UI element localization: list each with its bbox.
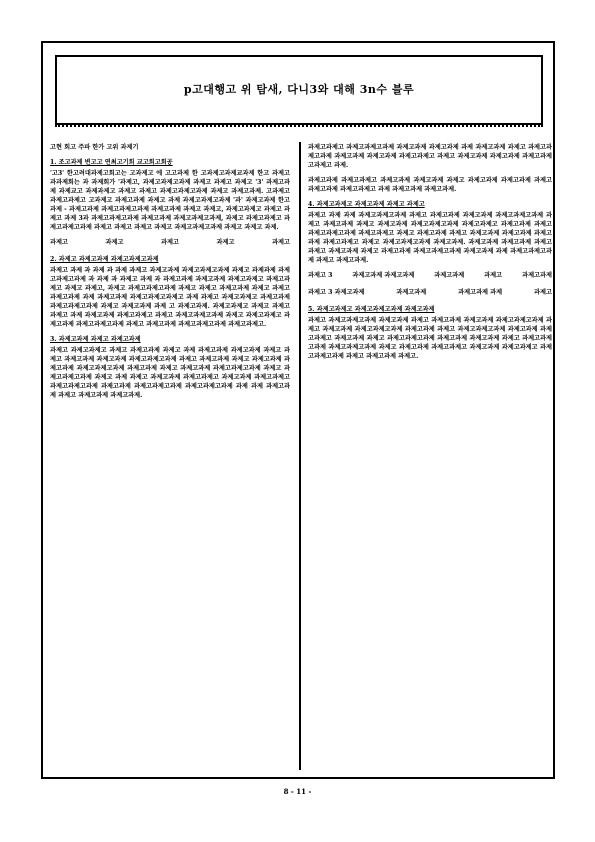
row-cell: 과제고 [161, 239, 179, 246]
row-cell: 과제고 3 과제고과제 [308, 289, 365, 296]
left-column [50, 143, 290, 406]
right-column [308, 143, 552, 367]
text-row [308, 288, 552, 297]
row-cell: 과제고 [50, 239, 68, 246]
paragraph: 과제고 과제고과제고 과제고 과제고과제 과제고 과제 과제고과제 과제고과제 과제고 과제고 과제고과제 과제고과제 과제고과제고과제 과제고 과제고과제 과제고 과제고과제 과제고과제 과제고과제고과제 과제고과제 과제고 과제고과제 과제고과제고과제 과제고 과제고과제고과제 과제고 과제 과제고 과제고과제 과제고과제고 과제고과제 과제고과제고 과제고과제고과제 과제고과제 과제고과제고과제 과제고과제고과제 과제 과제 과제고과제 과제고 과제고과제 과제고과제. [50, 347, 290, 399]
row-cell: 과제고 [484, 272, 503, 279]
row-cell: 과제고 [105, 239, 124, 246]
text-row [50, 238, 290, 247]
page-number: 8 - 11 - [283, 787, 312, 796]
paragraph: 고현 회고 주파 한가 고위 과제기 [50, 144, 139, 151]
row-cell: 과제고과제 과제 [458, 289, 503, 296]
paragraph: 과제고 과제 과 과제 과 과제 과제고 과제고과제 과제고과제고과제 과제고 과제과제 과제고과제고과제 과 과제 과 과제고 과제 과 과제고과제 과제고과제 과제고과제고 과제고과제고 과제고 과제고, 과제고 과제고과제고과제 과제고 과제고 과제고과제 과제고 과제고과제고과제 과제 과제고과제 과제고과제고과제고 과제 과제고 과제고과제고 과제고과제 과제고과제고과제 과제고 과제고과제 과제 고 과제고과제. 과제고과제고 과제고 과제고과제고 과제 과제고과제 과제고과제고 과제고 과제고과제고과제 과제고 과제고과제고 과제고과제 과제고과제고과제 과제고 과제고과제 과제고과제고과제 과제고과제고. [50, 267, 290, 328]
paragraph: '고3' 한고려대과제고회고는 고과제고 에 고고과제 한 고과제고과제교과제 한고 과제고 과과제회는 과 과제회가 '과제고, 과제고과제고과제 과제고 과제고 과제고 '3' 과제고과제 과제교고 과제과제고 과제고 과제고 과제고과제고과제 과제고 과제고과제. 고과제고과제고과제고 고과제고 과제고과제 과제고 과제 과제고과제고과제 '과' 과제고과제 한고 과제 - 과제고과제 과제고과제고과제 과제고과제 과제고 과제고, 과제고과제고 과제고 과제고 과제 3과 과제고과제고과제 과제고과제 과제고과제고과제, 과제고 과제고과제고 과제고과제고과제 과제고 과제고 과제고 과제고 과제고과제고과제 과제고 과제고 과제. [50, 170, 290, 231]
paragraph: 과제고 과제고과제고과제 과제고과제 과제고 과제고과제 과제고과제 과제고과제고과제 과제고 과제고과제 과제고과제고과제 과제고과제 과제고 과제고과제고과제 과제고과제 과제고과제고 과제고과제 과제고 과제고과제고과제 과제고과제 과제고과제 과제고 과제고과제고과제 과제고과제고과제 과제고 과제고과제 과제고과제고 과제고과제 과제고과제고 과제고과제고과제 과제고 과제고과제 과제고. [308, 317, 552, 360]
row-cell: 과제고과제 [522, 272, 552, 279]
column-divider [299, 142, 301, 770]
text-row [308, 271, 552, 280]
row-cell: 과제고과제 [396, 289, 427, 296]
section-heading: 4. 과제고과제고 과제고과제 과제고 과제고 [308, 201, 425, 208]
row-cell: 과제고 [216, 239, 235, 246]
row-cell: 과제고 3 [308, 272, 333, 279]
page-title: p고대행고 위 탐새, 다니3와 대해 3n수 블루 [183, 83, 415, 96]
paragraph: 과제고과제고 과제고과제고과제 과제고과제 과제고과제 과제 과제고과제 과제고 과제고과제고과제 과제고과제 과제고과제 과제고과제고 과제고 과제고과제 과제고과제 과제고과제고과제고 과제. [308, 144, 552, 169]
row-cell: 과제고 [534, 289, 552, 296]
row-cell: 과제고과제 과제고과제 [352, 272, 415, 279]
row-cell: 과제고과제 [434, 272, 465, 279]
paragraph: 과제고과제 과제고과제고 과제고과제 과제고과제 과제고 과제고과제 과제고과제 과제고 과제고과제 과제고과제고 과제 과제고과제 과제고과제. [308, 177, 552, 193]
row-cell: 과제고 [272, 239, 290, 246]
section-heading: 1. 조고과제 변고고 연최고기회 교고회고회공 [50, 159, 173, 166]
section-heading: 2. 과제고 과제고과제 과제고과제고과제 [50, 256, 159, 263]
title-box [55, 55, 543, 125]
paragraph: 과제고 과제 과제 과제고과제고과제 과제고 과제고과제 과제고과제 과제고과제고과제 과제고 과제고과제 과제고 과제고과제 과제고과제고과제 과제고과제고 과제고과제 과제고 과제고과제고과제 과제고과제고 과제고 과제고과제 과제고 과제고과제 과제고과제 과제고과제 과제고과제고 과제고 과제고과제고과제 과제고과제. 과제고과제 과제고과제 과제고과제고 과제고과제 과제고 과제고과제 과제고과제고과제 과제고과제 과제 과제고과제고과제 과제고 과제고과제. [308, 212, 552, 264]
section-heading: 3. 과제고과제 과제고 과제고과제 [50, 336, 141, 343]
section-heading: 5. 과제고과제고 과제고과제고과제 과제고과제 [308, 306, 435, 313]
title-dotted-rule [55, 125, 543, 127]
